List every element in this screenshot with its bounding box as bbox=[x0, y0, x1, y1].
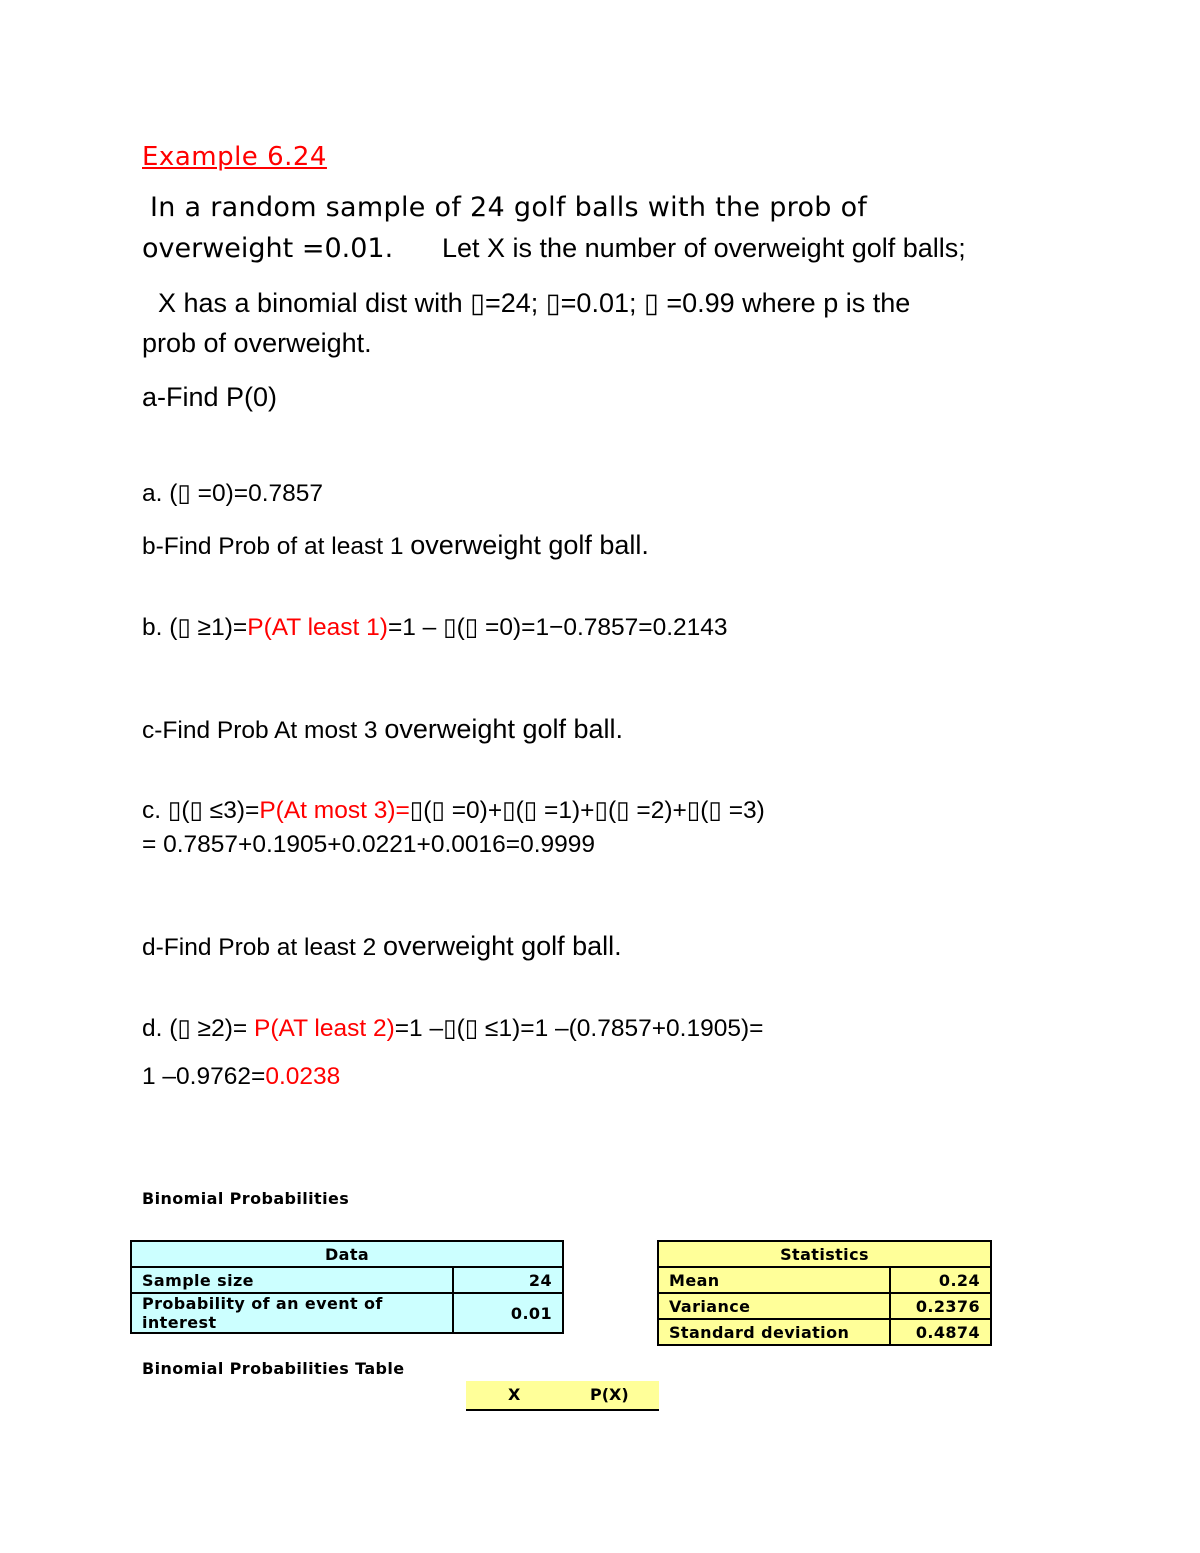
part-d-question-a: d-Find Prob at least 2 bbox=[142, 934, 384, 961]
table-row bbox=[658, 1319, 991, 1345]
table-row bbox=[658, 1267, 991, 1293]
data-table bbox=[130, 1240, 564, 1334]
data-table-header: Data bbox=[131, 1241, 563, 1267]
part-d-answer-post: =1 –▯(▯ ≤1)=1 –(0.7857+0.1905)= bbox=[394, 1015, 764, 1042]
table-row bbox=[131, 1267, 563, 1293]
part-d-question bbox=[142, 931, 622, 962]
part-c-answer-highlight: P(At most 3)= bbox=[259, 797, 410, 824]
part-c-answer-post: ▯(▯ =0)+▯(▯ =1)+▯(▯ =2)+▯(▯ =3) bbox=[409, 797, 765, 824]
stat-label-variance: Variance bbox=[658, 1293, 890, 1319]
data-value-sample-size: 24 bbox=[453, 1267, 563, 1293]
part-a-question: a-Find P(0) bbox=[142, 382, 278, 412]
part-b-answer-pre: b. (▯ ≥1)= bbox=[142, 614, 248, 641]
part-c-question-b: overweight golf ball. bbox=[384, 714, 624, 744]
stat-value-variance: 0.2376 bbox=[890, 1293, 991, 1319]
column-px-header: P(X) bbox=[590, 1385, 629, 1404]
part-b-answer bbox=[142, 612, 728, 642]
part-b-answer-post: =1 – ▯(▯ =0)=1−0.7857=0.2143 bbox=[387, 614, 728, 641]
stat-value-mean: 0.24 bbox=[890, 1267, 991, 1293]
part-c-answer-line-2: = 0.7857+0.1905+0.0221+0.0016=0.9999 bbox=[142, 831, 596, 858]
stat-label-std-dev: Standard deviation bbox=[658, 1319, 890, 1345]
data-label-probability: Probability of an event of interest bbox=[131, 1293, 453, 1333]
example-title: Example 6.24 bbox=[142, 142, 327, 172]
table-row bbox=[131, 1293, 563, 1333]
statistics-table bbox=[657, 1240, 992, 1346]
intro-line-3: X has a binomial dist with ▯=24; ▯=0.01; ▯ =0.99 where p is the bbox=[158, 288, 911, 318]
part-c-question-a: c-Find Prob At most 3 bbox=[142, 717, 385, 744]
part-b-question-b: overweight golf ball. bbox=[410, 530, 649, 560]
stat-label-mean: Mean bbox=[658, 1267, 890, 1293]
part-c-question bbox=[142, 714, 623, 745]
table-row bbox=[658, 1293, 991, 1319]
data-label-sample-size: Sample size bbox=[131, 1267, 453, 1293]
part-d-question-b: overweight golf ball. bbox=[383, 931, 622, 961]
statistics-table-header: Statistics bbox=[658, 1241, 991, 1267]
data-value-probability: 0.01 bbox=[453, 1293, 563, 1333]
part-c-answer bbox=[142, 795, 765, 825]
part-d-answer-highlight: P(AT least 2) bbox=[254, 1015, 395, 1042]
part-d-final-result: 0.0238 bbox=[265, 1063, 341, 1090]
part-d-answer-line-2-pre: 1 –0.9762= bbox=[142, 1063, 266, 1090]
part-b-question-a: b-Find Prob of at least 1 bbox=[142, 533, 411, 560]
part-d-answer bbox=[142, 1013, 763, 1043]
intro-line-2b: Let X is the number of overweight golf balls; bbox=[442, 233, 966, 263]
part-d-answer-line-2 bbox=[142, 1063, 340, 1091]
probabilities-table-header bbox=[466, 1381, 659, 1411]
intro-line-2a: overweight =0.01. bbox=[142, 233, 394, 264]
probabilities-table-heading: Binomial Probabilities Table bbox=[142, 1359, 405, 1378]
part-a-answer: a. (▯ =0)=0.7857 bbox=[142, 480, 324, 507]
intro-line-1: In a random sample of 24 golf balls with the prob of bbox=[150, 192, 868, 223]
part-b-answer-highlight: P(AT least 1) bbox=[247, 614, 388, 641]
column-x-header: X bbox=[508, 1385, 521, 1404]
part-d-answer-pre: d. (▯ ≥2)= bbox=[142, 1015, 255, 1042]
part-b-question bbox=[142, 530, 649, 561]
intro-line-4: prob of overweight. bbox=[142, 328, 372, 358]
stat-value-std-dev: 0.4874 bbox=[890, 1319, 991, 1345]
part-c-answer-pre: c. ▯(▯ ≤3)= bbox=[142, 797, 260, 824]
binomial-heading: Binomial Probabilities bbox=[142, 1189, 350, 1208]
